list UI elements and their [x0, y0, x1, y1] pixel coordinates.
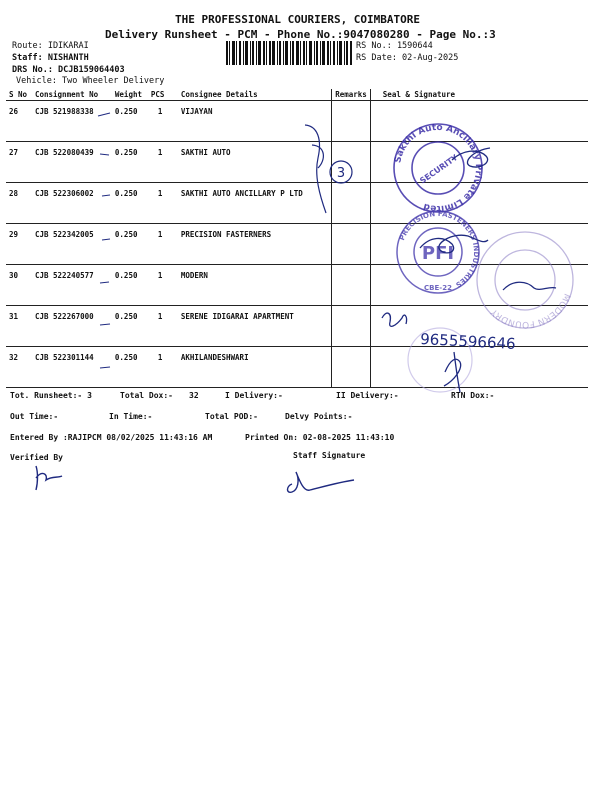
cell-remarks — [332, 101, 371, 142]
rtn-dox: RTN Dox:- — [451, 391, 495, 400]
staff-signature-label: Staff Signature — [293, 451, 366, 460]
cell-remarks — [332, 183, 371, 224]
table-row — [6, 265, 588, 306]
cell-details: AKHILANDESHWARI — [178, 347, 332, 388]
table-row — [6, 101, 588, 142]
cell-remarks — [332, 306, 371, 347]
cell-details: VIJAYAN — [178, 101, 332, 142]
cell-weight: 0.250 — [112, 101, 148, 142]
table-header-row — [6, 89, 588, 101]
delvy-points: Delvy Points:- — [285, 412, 353, 421]
cell-details: SAKTHI AUTO — [178, 142, 332, 183]
header-details: Consignee Details — [178, 89, 332, 101]
cell-pcs: 1 — [148, 265, 178, 306]
cell-seal — [370, 142, 588, 183]
total-dox-label: Total Dox:- — [120, 391, 173, 400]
staff-label: Staff: NISHANTH — [12, 53, 89, 63]
cell-sno: 27 — [6, 142, 32, 183]
i-delivery: I Delivery:- — [225, 391, 283, 400]
cell-seal — [370, 265, 588, 306]
rs-number: RS No.: 1590644 — [356, 41, 433, 51]
cell-remarks — [332, 224, 371, 265]
bottom-signatures — [36, 466, 354, 492]
cell-pcs: 1 — [148, 183, 178, 224]
cell-sno: 30 — [6, 265, 32, 306]
header-seal: Seal & Signature — [370, 89, 588, 101]
cell-details: SERENE IDIGARAI APARTMENT — [178, 306, 332, 347]
table-row — [6, 347, 588, 388]
company-title: THE PROFESSIONAL COURIERS, COIMBATORE — [175, 13, 421, 26]
runsheet-subtitle: Delivery Runsheet - PCM - Phone No.:9047080280 - Page No.:3 — [105, 28, 496, 41]
vehicle-label: Vehicle: Two Wheeler Delivery — [16, 76, 165, 86]
handwritten-phone: 9655596646 — [419, 330, 517, 353]
drs-number: DRS No.: DCJB159064403 — [12, 65, 125, 75]
cell-weight: 0.250 — [112, 306, 148, 347]
header-pcs: PCS — [148, 89, 178, 101]
tot-runsheet: Tot. Runsheet:- 3 — [10, 391, 92, 400]
rs-date: RS Date: 02-Aug-2025 — [356, 53, 459, 63]
verified-by: Verified By — [10, 453, 63, 462]
cell-consignment: CJB 522342005 — [32, 224, 112, 265]
cell-details: MODERN — [178, 265, 332, 306]
modern-stamp-ring-text: MODERN FOUNDRY — [489, 291, 572, 330]
ii-delivery: II Delivery:- — [336, 391, 399, 400]
cell-weight: 0.250 — [112, 265, 148, 306]
cell-pcs: 1 — [148, 142, 178, 183]
table-row — [6, 306, 588, 347]
cell-seal — [370, 101, 588, 142]
cell-details: SAKTHI AUTO ANCILLARY P LTD — [178, 183, 332, 224]
cell-consignment: CJB 522240577 — [32, 265, 112, 306]
cell-seal — [370, 224, 588, 265]
cell-consignment: CJB 522306002 — [32, 183, 112, 224]
cell-weight: 0.250 — [112, 347, 148, 388]
sakthi-stamp-ring-text: Sakthi Auto Ancillary Private Limited — [393, 122, 484, 214]
sakthi-stamp-center-text: SECURITY — [418, 152, 460, 186]
cell-sno: 32 — [6, 347, 32, 388]
barcode — [226, 41, 352, 65]
table-row — [6, 224, 588, 265]
in-time: In Time:- — [109, 412, 153, 421]
header-weight: Weight — [112, 89, 148, 101]
entered-by: Entered By :RAJIPCM 08/02/2025 11:43:16 AM — [10, 433, 213, 442]
out-time: Out Time:- — [10, 412, 59, 421]
cell-pcs: 1 — [148, 224, 178, 265]
cell-seal — [370, 347, 588, 388]
header-sno: S No — [6, 89, 32, 101]
cell-consignment: CJB 521988338 — [32, 101, 112, 142]
cell-weight: 0.250 — [112, 183, 148, 224]
cell-sno: 26 — [6, 101, 32, 142]
header-remarks: Remarks — [332, 89, 371, 101]
cell-remarks — [332, 142, 371, 183]
pfi-stamp-bottom-text: CBE-22 — [424, 284, 452, 292]
cell-pcs: 1 — [148, 101, 178, 142]
table-row — [6, 183, 588, 224]
cell-sno: 29 — [6, 224, 32, 265]
pfi-stamp-ring-text: PRECISION FASTENERS INDUSTRIES — [398, 209, 481, 289]
cell-pcs: 1 — [148, 306, 178, 347]
printed-on: Printed On: 02-08-2025 11:43:10 — [245, 433, 395, 442]
cell-seal — [370, 183, 588, 224]
cell-remarks — [332, 265, 371, 306]
pfi-stamp-center-text: PFI — [421, 243, 455, 264]
cell-details: PRECISION FASTERNERS — [178, 224, 332, 265]
table-row — [6, 142, 588, 183]
cell-weight: 0.250 — [112, 224, 148, 265]
total-pod: Total POD:- — [205, 412, 258, 421]
header-consignment: Consignment No — [32, 89, 112, 101]
cell-consignment: CJB 522267000 — [32, 306, 112, 347]
cell-seal — [370, 306, 588, 347]
route-label: Route: IDIKARAI — [12, 41, 89, 51]
cell-sno: 31 — [6, 306, 32, 347]
cell-pcs: 1 — [148, 347, 178, 388]
cell-remarks — [332, 347, 371, 388]
cell-consignment: CJB 522301144 — [32, 347, 112, 388]
cell-sno: 28 — [6, 183, 32, 224]
runsheet-table — [6, 89, 588, 388]
circled-count: 3 — [336, 166, 346, 181]
cell-weight: 0.250 — [112, 142, 148, 183]
total-dox-value: 32 — [189, 391, 199, 400]
cell-consignment: CJB 522080439 — [32, 142, 112, 183]
